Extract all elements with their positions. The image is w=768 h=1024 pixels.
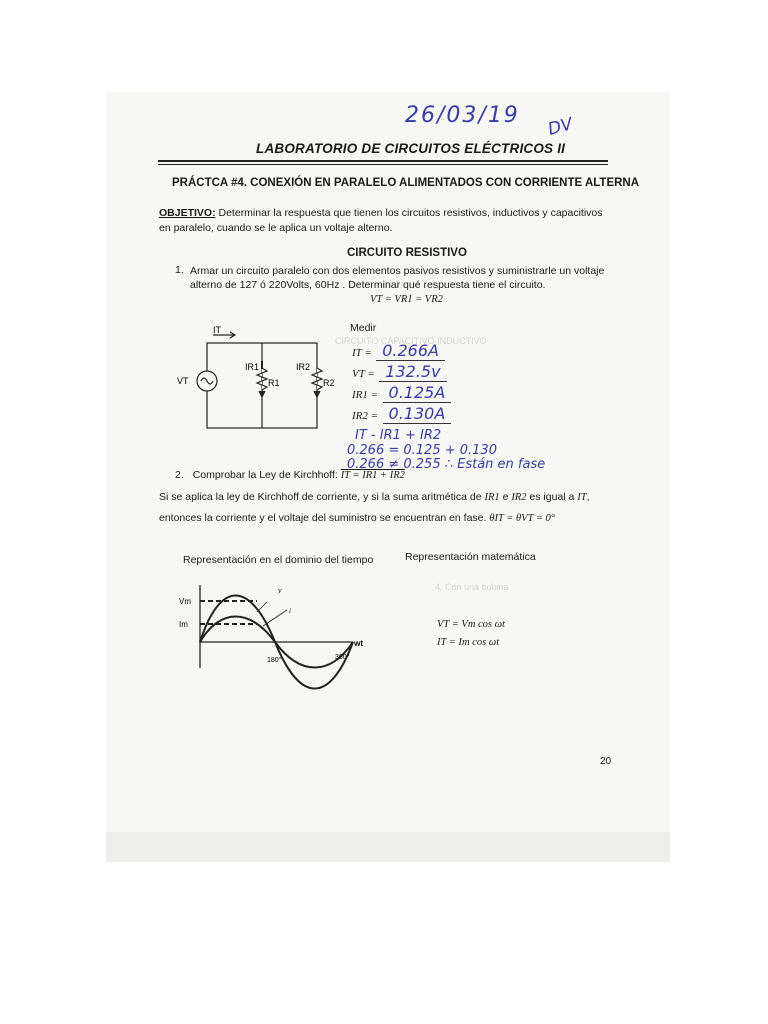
- kirchhoff-equation: IT = IR1 + IR2: [340, 470, 405, 481]
- voltage-equation: VT = VR1 = VR2: [370, 294, 443, 305]
- paragraph-text: es igual a: [529, 491, 575, 503]
- measure-value: 0.125A: [383, 383, 452, 403]
- bleed-through-text: CIRCUITO CAPACITIVO INDUCTIVO: [335, 336, 487, 346]
- im-label: Im: [179, 620, 188, 629]
- v-curve-label: v: [278, 586, 282, 595]
- page-shadow: [106, 832, 670, 862]
- conjunction: e: [502, 491, 509, 503]
- measure-row: [352, 383, 451, 404]
- title-rule: [158, 160, 608, 162]
- vt-label: VT: [177, 376, 189, 386]
- measure-label: IR1 =: [352, 389, 379, 401]
- objective-text: Determinar la respuesta que tienen los circuitos resistivos, inductivos y capacitivos en paralelo, cuando se le aplica un voltaje alterno.: [159, 207, 603, 234]
- practice-title: PRÁCTCA #4. CONEXIÓN EN PARALELO ALIMENTADOS CON CORRIENTE ALTERNA: [172, 177, 640, 189]
- step2-number: 2.: [175, 469, 184, 481]
- parallel-circuit-diagram: [175, 325, 355, 435]
- r2-label: R2: [323, 378, 335, 388]
- step1-number: 1.: [175, 264, 184, 276]
- handwritten-sum: 0.266 = 0.125 + 0.130: [347, 443, 497, 458]
- page-number: 20: [600, 756, 612, 767]
- 360-degree-label: 360°: [335, 654, 350, 661]
- step2-text: Comprobar la Ley de Kirchhoff:: [192, 469, 338, 481]
- measure-label: IR2 =: [352, 410, 379, 422]
- vm-label: Vm: [179, 597, 191, 606]
- step1-text: Armar un circuito paralelo con dos elementos pasivos resistivos y suministrarle un voltaje alterno de 127 ó 220Volts, 60Hz . Determinar qué respuesta tiene el circuito.: [190, 265, 605, 291]
- paragraph-text: entonces la corriente y el voltaje del suministro se encuentran en fase.: [159, 512, 487, 524]
- measure-value: 132.5v: [379, 362, 446, 382]
- lab-title: LABORATORIO DE CIRCUITOS ELÉCTRICOS II: [256, 141, 566, 156]
- measure-row: [352, 404, 451, 425]
- it-label: IT: [213, 325, 221, 335]
- r1-label: R1: [268, 378, 280, 388]
- handwritten-conclusion: 0.266 ≠ 0.255 ∴ Están en fase: [347, 457, 546, 472]
- section-title: CIRCUITO RESISTIVO: [347, 247, 467, 259]
- step2-line: [175, 469, 405, 481]
- measure-title: Medir: [350, 322, 377, 334]
- phase-equation: θIT = θVT = 0°: [489, 513, 556, 524]
- objective-paragraph: [159, 206, 609, 236]
- measure-row: [352, 362, 451, 383]
- ir1-label: IR1: [245, 362, 260, 372]
- 180-degree-label: 180°: [267, 657, 282, 664]
- wt-label: wt: [354, 639, 363, 648]
- measure-label: IT =: [352, 347, 372, 359]
- bleed-through-text: 4. Con una bobina: [435, 582, 509, 592]
- measure-row: [352, 341, 451, 362]
- handwritten-initials: DV: [545, 114, 575, 140]
- sine-wave-graph: [175, 580, 365, 695]
- math-representation-title: Representación matemática: [405, 551, 536, 563]
- objective-label: OBJETIVO:: [159, 207, 216, 219]
- measure-label: VT =: [352, 368, 375, 380]
- title-rule-thin: [158, 164, 608, 165]
- handwritten-date: 26/03/19: [405, 103, 520, 128]
- ir1-symbol: IR1: [484, 492, 500, 503]
- time-domain-title: Representación en el dominio del tiempo: [183, 554, 374, 566]
- it-symbol: IT: [577, 492, 587, 503]
- ir2-symbol: IR2: [511, 492, 527, 503]
- handwritten-kirchhoff: IT - IR1 + IR2: [355, 428, 442, 443]
- current-cos-equation: IT = Im cos ωt: [437, 637, 500, 648]
- i-curve-label: i: [289, 607, 291, 615]
- voltage-cos-equation: VT = Vm cos ωt: [437, 619, 505, 630]
- measure-value: 0.266A: [376, 341, 445, 361]
- ir2-label: IR2: [296, 362, 311, 372]
- kirchhoff-paragraph: Si se aplica la ley de Kirchhoff de corriente, y si la suma aritmética de IR1 e IR2 es igual a IT, entonces la corriente y el voltaje del suministro se encuentran en fase. θIT = θVT = 0°: [159, 491, 590, 524]
- paragraph-text: Si se aplica la ley de Kirchhoff de corriente, y si la suma aritmética de: [159, 491, 482, 503]
- measure-value: 0.130A: [383, 404, 452, 424]
- measure-list: [352, 341, 451, 425]
